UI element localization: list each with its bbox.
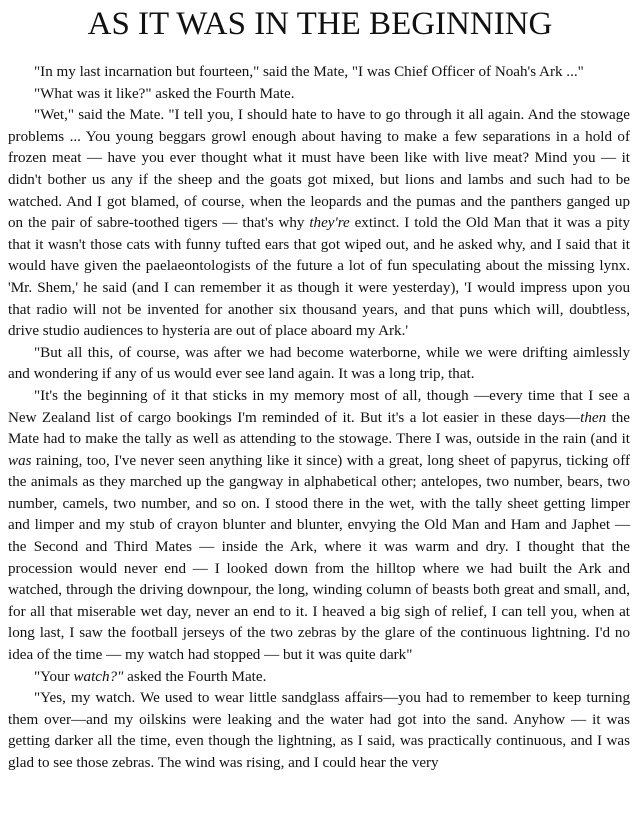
text-run: "But all this, of course, was after we had become waterborne, while we were drifting aimlessly and wondering if any of us would ever see land again. It was a long trip, that. xyxy=(8,344,630,383)
story-text xyxy=(8,62,630,775)
text-run: "Yes, my watch. We used to wear little sandglass affairs—you had to remember to keep turning them over—and my oilskins were leaking and the water had got into the sand. Anyhow — it was getting darker all the time, even though the lightning, as I said, was practically continuous, and I was glad to see those zebras. The wind was rising, and I could hear the very xyxy=(8,690,630,771)
paragraph xyxy=(8,105,630,343)
text-run: "Your xyxy=(34,668,74,685)
paragraph xyxy=(8,343,630,386)
text-run: raining, too, I've never seen anything like it since) with a great, long sheet of papyrus, ticking off the animals as they marched up the gangway in alphabetical other; antelopes, two number, bears, two number, camels, two number, and so on. I stood there in the wet, with the tally sheet getting limper and limper and my stub of crayon blunter and blunter, envying the Old Man and Ham and Japhet — the Second and Third Mates — inside the Ark, where it was warm and dry. I thought that the procession would never end — I looked down from the hilltop where we had built the Ark and watched, through the driving downpour, the long, winding column of beasts both great and small, and, for all that miserable wet day, never an end to it. I heaved a big sigh of relief, I can tell you, when at long last, I saw the football jerseys of the two zebras by the glare of the continuous lightning. I'd no idea of the time — my watch had stopped — but it was quite dark" xyxy=(8,452,630,664)
emphasized-text: watch?" xyxy=(73,668,124,685)
chapter-title: AS IT WAS IN THE BEGINNING xyxy=(87,6,553,42)
emphasized-text: was xyxy=(8,452,32,469)
text-run: "What was it like?" asked the Fourth Mate. xyxy=(34,85,295,102)
paragraph xyxy=(8,386,630,667)
paragraph xyxy=(8,62,630,84)
paragraph xyxy=(8,84,630,106)
emphasized-text: they're xyxy=(309,215,350,232)
paragraph xyxy=(8,688,630,774)
text-run: extinct. I told the Old Man that it was a pity that it wasn't those cats with funny tufted ears that got wiped out, and he asked why, and I said that it would have given the paelaeontologists of the future a lot of fun speculating about the missing lynx. 'Mr. Shem,' he said (and I can remember it as though it were yesterday), 'I would impress upon you that radio will not be invented for another six thousand years, and that puns which will, doubtless, drive studio audiences to hysteria are out of place aboard my Ark.' xyxy=(8,215,630,340)
text-run: asked the Fourth Mate. xyxy=(123,668,267,685)
text-run: the Mate had to make the tally as well as attending to the stowage. There I was, outside in the rain (and it xyxy=(8,409,630,448)
emphasized-text: then xyxy=(580,409,607,426)
paragraph xyxy=(8,667,630,689)
text-run: "In my last incarnation but fourteen," said the Mate, "I was Chief Officer of Noah's Ark ..." xyxy=(34,64,584,80)
text-run: "Wet," said the Mate. "I tell you, I should hate to have to go through it all again. And the stowage problems ... You young beggars growl enough about having to make a few separations in a hold of frozen meat — have you ever thought what it must have been like with live meat? Mind you — it didn't bother us any if the sheep and the goats got mixed, but lions and lambs and such had to be watched. And I got blamed, of course, when the leopards and the pumas and the panthers ganged up on the pair of sabre-toothed tigers — that's why xyxy=(8,107,630,232)
text-run: "It's the beginning of it that sticks in my memory most of all, though —every time that I see a New Zealand list of cargo bookings I'm reminded of it. But it's a lot easier in these days— xyxy=(8,387,630,426)
